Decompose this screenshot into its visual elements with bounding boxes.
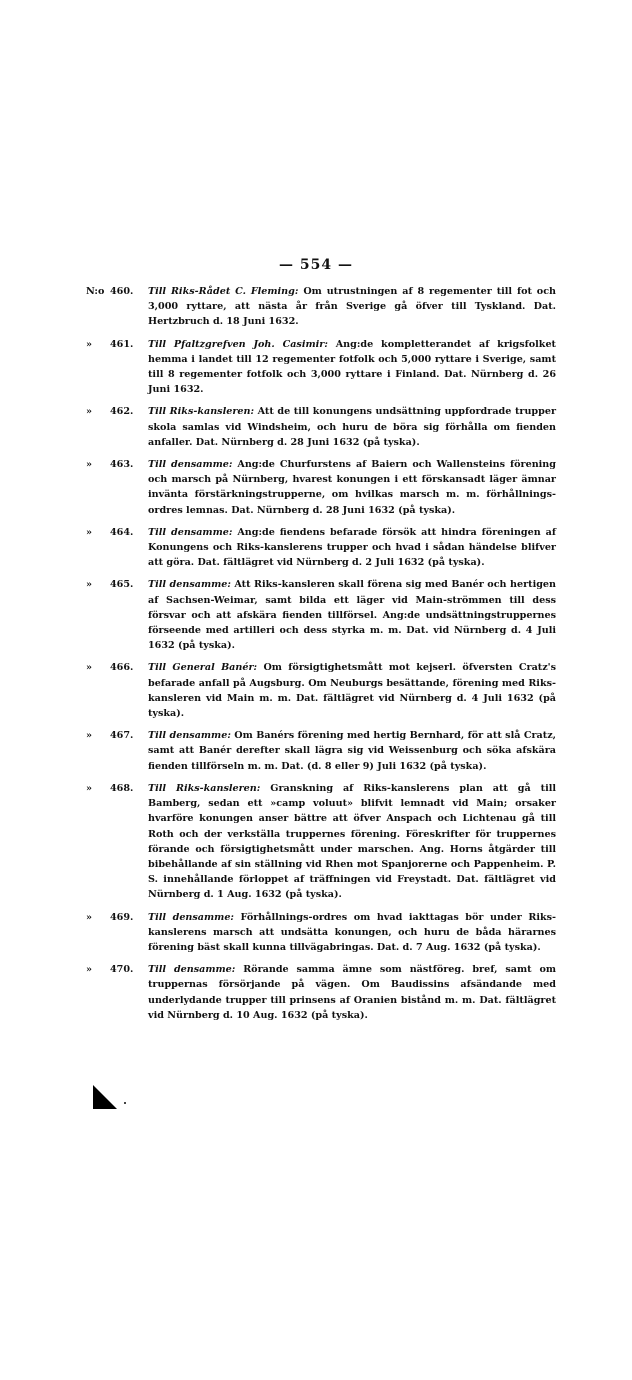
page-corner-mark	[93, 1085, 117, 1109]
entry-prefix: »	[86, 406, 92, 418]
entry-addressee: Till Riks-kansleren:	[148, 406, 254, 418]
entry-463	[86, 457, 556, 518]
entry-prefix: »	[86, 338, 92, 350]
entry-text: Ang:de fiendens befarade försök att hindra föreningen af Konungens och Riks-kanslerens trupper och hvad i sådan händelse blifver att göra. Dat. fältlägret vid Nürnberg d. 2 Juli 1632 (på tyska).	[148, 526, 557, 569]
entry-number: 464.	[110, 526, 134, 538]
entry-prefix: N:o	[86, 286, 105, 297]
entry-prefix: »	[86, 662, 92, 674]
entry-text: Ang:de kompletterandet af krigsfolket hemma i landet till 12 regementer fotfolk och 5,000 ryttare i Sverige, samt till 8 regementer fotfolk och 3,000 ryttare i Finland. Dat. Nürnberg d. 26 Juni 1632.	[148, 338, 556, 396]
entry-464	[86, 525, 556, 571]
entry-text: Att de till konungens undsättning uppfordrade trupper skola samlas vid Windsheim, och huru de böra sig förhålla om fienden anfaller. Dat. Nürnberg d. 28 Juni 1632 (på tyska).	[148, 406, 556, 448]
entry-number: 463.	[110, 459, 134, 471]
entry-addressee: Till densamme:	[148, 526, 233, 538]
entry-number: 461.	[110, 338, 134, 350]
entry-prefix: »	[86, 730, 92, 742]
entry-467	[86, 728, 556, 774]
entry-addressee: Till General Banér:	[148, 662, 258, 674]
entry-470	[86, 962, 556, 1023]
scan-speck	[124, 1102, 126, 1104]
entry-text: Granskning af Riks-kanslerens plan att gå till Bamberg, sedan ett »camp voluut» blifvit lemnadt vid Main; orsaker hvarföre konungen anser bättre att öfver Anspach och Lichtenau gå till Roth och der verkställa truppernes förening. Föreskrifter för truppernes förande och försigtighetsmått under marschen. Ang. Horns åtgärder till bibehållande af sin ställning vid Rhen mot Spanjorerne och Pappenheim. P. S. innehållande förloppet af träffningen vid Freystadt. Dat. fältlägret vid Nürnberg d. 1 Aug. 1632 (på tyska).	[148, 782, 556, 901]
entry-469	[86, 910, 556, 956]
entry-text: Om försigtighetsmått mot kejserl. öfversten Cratz's befarade anfall på Augsburg. Om Neuburgs besättande, förening med Riks-kansleren vid Main m. m. Dat. fältlägret vid Nürnberg d. 4 Juli 1632 (på tyska).	[148, 662, 557, 720]
entry-text: Om utrustningen af 8 regementer till fot och 3,000 ryttare, att nästa år från Sverige gå öfver till Tyskland. Dat. Hertzbruch d. 18 Juni 1632.	[148, 286, 557, 328]
entry-462	[86, 404, 556, 450]
entry-prefix: »	[86, 964, 92, 976]
entry-number: 470.	[110, 964, 134, 976]
entry-number: 468.	[110, 782, 134, 794]
entry-addressee: Till densamme:	[148, 911, 234, 923]
entry-text: Rörande samma ämne som nästföreg. bref, samt om truppernas försörjande på vägen. Om Baudissins afsändande med underlydande trupper till prinsens af Oranien bistånd m. m. Dat. fältlägret vid Nürnberg d. 10 Aug. 1632 (på tyska).	[148, 964, 556, 1021]
entry-prefix: »	[86, 459, 92, 471]
entry-number: 466.	[110, 662, 134, 674]
entry-addressee: Till Riks-Rådet C. Fleming:	[148, 286, 299, 297]
entry-prefix: »	[86, 526, 92, 538]
entry-addressee: Till densamme:	[148, 579, 231, 591]
entry-text: Ang:de Churfurstens af Baiern och Wallensteins förening och marsch på Nürnberg, hvarest konungen i ett förskansadt läger ämnar invänta förstärkningstrupperne, om hvilkas marsch m. m. förhållnings-ordres lemnas. Dat. Nürnberg d. 28 Juni 1632 (på tyska).	[148, 459, 556, 516]
entry-468	[86, 781, 556, 903]
entry-addressee: Till densamme:	[148, 459, 233, 471]
entry-466	[86, 660, 556, 721]
entry-461	[86, 337, 556, 398]
entry-text: Att Riks-kansleren skall förena sig med Banér och hertigen af Sachsen-Weimar, samt bilda ett läger vid Main-strömmen till dess försvar och att afskära fienden tillförsel. Ang:de undsättningstruppernes förseende med artilleri och dess styrka m. m. Dat. vid Nürnberg d. 4 Juli 1632 (på tyska).	[148, 579, 557, 652]
entry-number: 465.	[110, 579, 134, 591]
entry-text: Om Banérs förening med hertig Bernhard, för att slå Cratz, samt att Banér derefter skall lägra sig vid Weissenburg och söka afskära fienden tillförseln m. m. Dat. (d. 8 eller 9) Juli 1632 (på tyska).	[148, 730, 556, 772]
entry-addressee: Till Pfaltzgrefven Joh. Casimir:	[148, 338, 328, 350]
entry-addressee: Till Riks-kansleren:	[148, 782, 261, 794]
letter-register	[86, 284, 556, 1030]
entry-addressee: Till densamme:	[148, 964, 236, 976]
entry-addressee: Till densamme:	[148, 730, 231, 742]
entry-465	[86, 577, 556, 653]
entry-prefix: »	[86, 911, 92, 923]
page-number: — 554 —	[279, 257, 353, 273]
entry-text: Förhållnings-ordres om hvad iakttagas bör under Riks-kanslerens marsch att undsätta konungen, och huru de båda härarnes förening bäst skall kunna tillvägabringas. Dat. d. 7 Aug. 1632 (på tyska).	[148, 911, 557, 953]
entry-number: 467.	[110, 730, 134, 742]
entry-number: 460.	[110, 286, 134, 297]
entry-prefix: »	[86, 782, 92, 794]
entry-prefix: »	[86, 579, 92, 591]
entry-460	[86, 284, 556, 330]
entry-number: 469.	[110, 911, 134, 923]
entry-number: 462.	[110, 406, 134, 418]
